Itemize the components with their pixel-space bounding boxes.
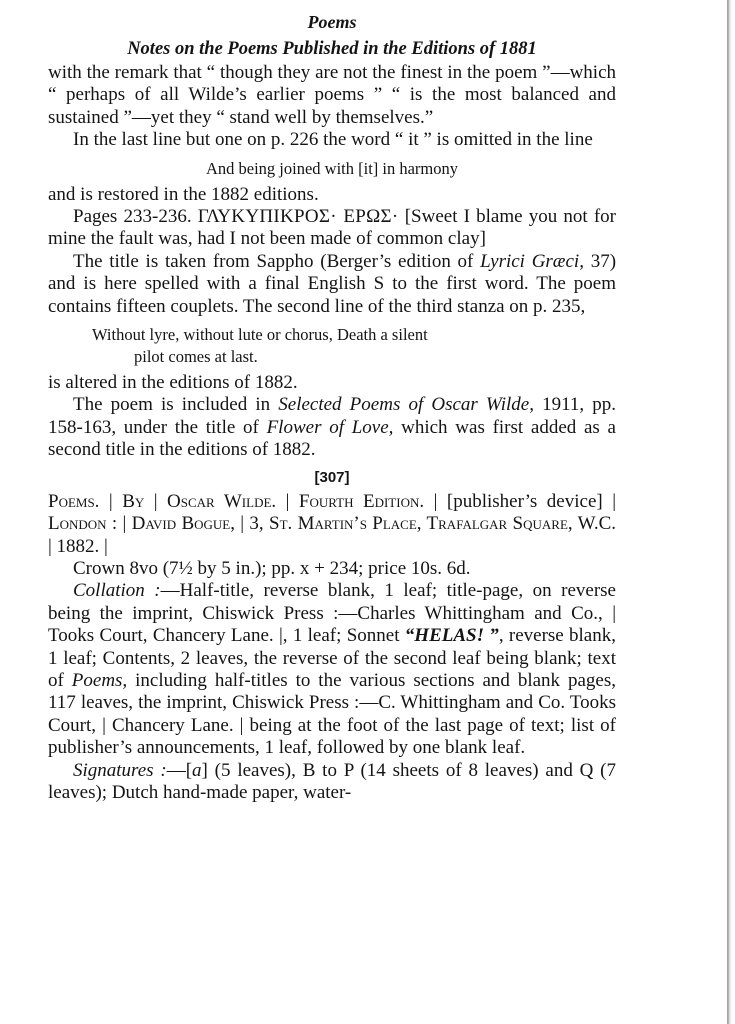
- greek-title: ΓΛΥΚΥΠΙΚΡΟΣ· ΕΡΩΣ·: [197, 206, 399, 228]
- selected-poems-text-3: which was first added as a second title in the editions of 1882.: [48, 416, 616, 461]
- page-edge: [727, 0, 735, 1024]
- signatures-text-2: ] (5 leaves), B to P (14 sheets of 8 leaves) and Q (7 leaves); Dutch hand-made paper, water-: [48, 759, 616, 803]
- signatures-paragraph: [48, 760, 616, 805]
- selected-poems-text-2: 1911, pp. 158-163, under the title of: [48, 394, 616, 438]
- collation-text: —Half-title, reverse blank, 1 leaf; title-page, on reverse being the imprint, Chiswick Press :—Charles Whittingham and Co., | Tooks Court, Chancery Lane. |, 1 leaf; Sonnet: [48, 580, 616, 647]
- section-heading: Notes on the Poems Published in the Editions of 1881: [127, 39, 537, 59]
- collation-text-2: , reverse blank, 1 leaf; Contents, 2 leaves, the reverse of the second leaf being blank; text of: [48, 625, 616, 691]
- collation-text-3: including half-titles to the various sections and blank pages, 117 leaves, the imprint, Chiswick Press :—C. Whittingham and Co. Tooks Court, | Chancery Lane. | being at the foot of the last page of text; list of publisher’s announcements, 1 leaf, followed by one blank leaf.: [48, 669, 617, 759]
- selected-poems-text: The poem is included in: [73, 394, 271, 416]
- quoted-verse-lyre: [48, 324, 616, 368]
- format-line: Crown 8vo (7½ by 5 in.); pp. x + 234; price 10s. 6d.: [73, 557, 471, 579]
- signatures-letter: a: [192, 759, 202, 781]
- verse-line-2: pilot comes at last.: [134, 347, 258, 367]
- work-title-poems: Poems,: [71, 669, 128, 691]
- work-title-flower-of-love: Flower of Love,: [266, 416, 394, 438]
- collation-paragraph: [48, 580, 616, 759]
- collation-label: Collation :: [73, 580, 161, 602]
- paragraph-title-source: [48, 251, 616, 318]
- sonnet-title: “HELAS! ”: [404, 625, 499, 647]
- title-source-text-2: 37) and is here spelled with a final English S to the first word. The poem contains fifteen couplets. The second line of the third stanza on p. 235,: [48, 250, 617, 317]
- paragraph-selected-poems: [48, 394, 616, 461]
- work-title-selected-poems: Selected Poems of Oscar Wilde,: [278, 394, 534, 416]
- imprint-transcription: | London : | David Bogue, | 3, St. Martin’s Place, Trafalgar Square, W.C. | 1882. |: [48, 490, 617, 557]
- title-source-text: The title is taken from Sappho (Berger’s edition of: [73, 250, 474, 272]
- translation-note: [Sweet I blame you not for mine the fault was, had I not been made of common clay]: [48, 206, 617, 250]
- book-page: [48, 10, 616, 804]
- entry-number: [307]: [314, 468, 350, 486]
- title-transcription: Poems. | By | Oscar Wilde. | Fourth Edition. |: [48, 490, 438, 512]
- bibliographic-title: [48, 491, 616, 558]
- quoted-verse-harmony: And being joined with [it] in harmony: [205, 158, 459, 178]
- signatures-text: —[: [166, 759, 193, 781]
- pages-reference: Pages 233-236.: [73, 206, 192, 228]
- paragraph-pages-233: [48, 206, 616, 251]
- running-head: Poems: [307, 12, 357, 32]
- paragraph-altered: is altered in the editions of 1882.: [48, 372, 298, 394]
- signatures-label: Signatures :: [73, 759, 167, 781]
- paragraph-omitted-word: In the last line but one on p. 226 the word “ it ” is omitted in the line: [73, 129, 593, 151]
- paragraph-restored: and is restored in the 1882 editions.: [48, 183, 319, 205]
- verse-line-1: Without lyre, without lute or chorus, Death a silent: [92, 325, 428, 345]
- publisher-device-note: [publisher’s device]: [446, 490, 603, 512]
- work-title-lyrici: Lyrici Græci,: [480, 250, 584, 272]
- paragraph-remark: with the remark that “ though they are not the finest in the poem ”—which “ perhaps of all Wilde’s earlier poems ” “ is the most balanced and sustained ”—yet they “ stand well by themselves.”: [48, 62, 616, 128]
